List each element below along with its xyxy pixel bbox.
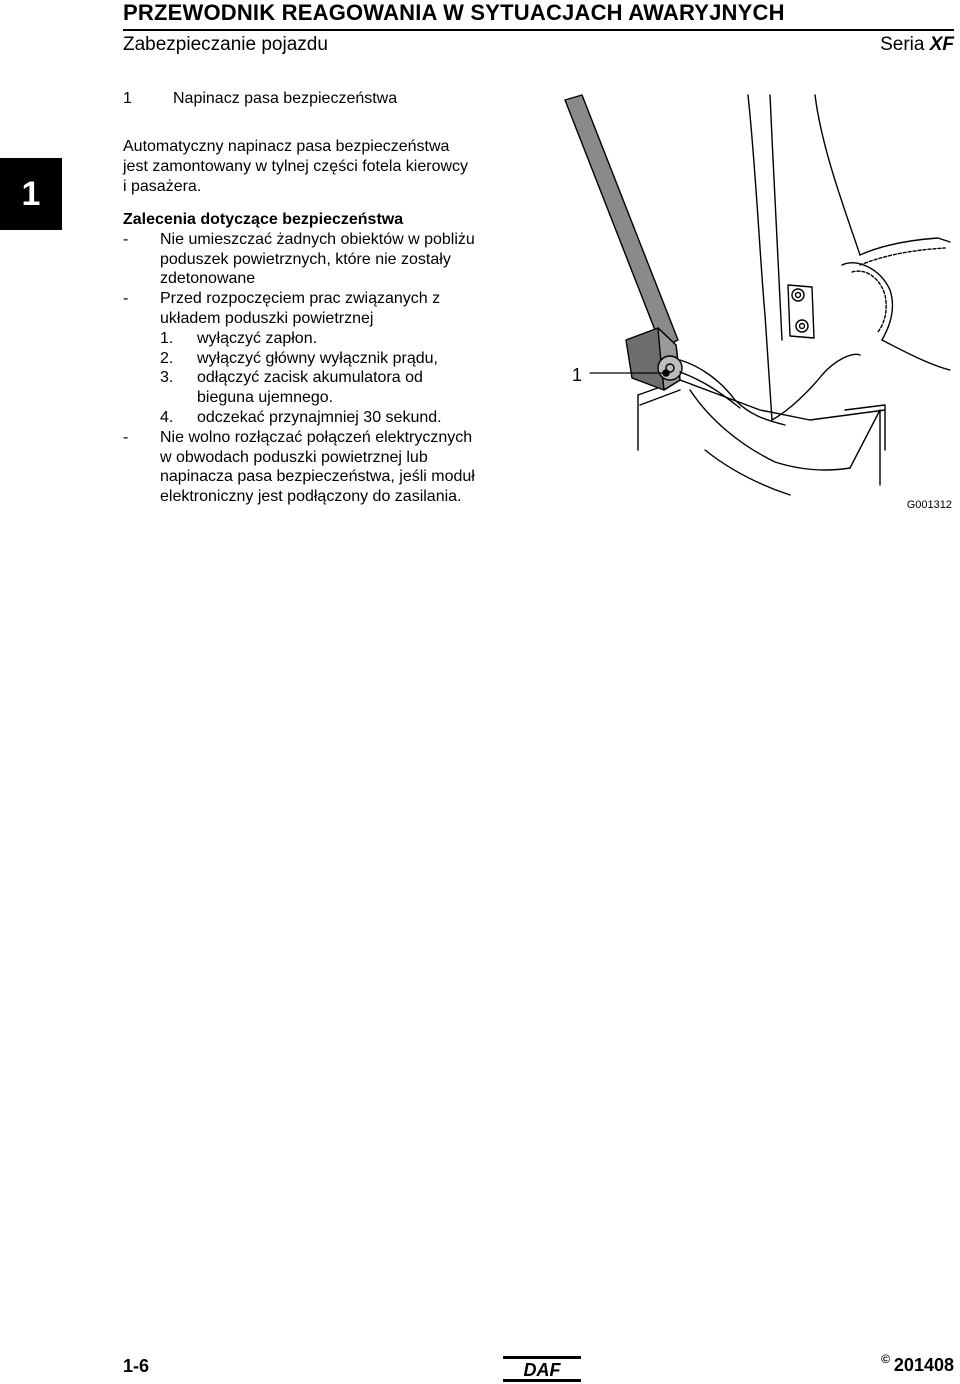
text-line: Przed rozpoczęciem prac związanych z — [160, 290, 441, 308]
text-line: Nie umieszczać żadnych obiektów w pobliżu — [160, 230, 475, 248]
safety-heading: Zalecenia dotyczące bezpieczeństwa — [123, 211, 404, 228]
bullet-dash: - — [123, 290, 129, 308]
seat-belt-strap — [565, 95, 678, 348]
seat-cushion-edge — [882, 340, 950, 370]
seat-base-foot — [705, 450, 790, 495]
procedure-step — [160, 368, 475, 408]
seat-belt-tensioner-illustration — [560, 90, 955, 510]
text-line: odłączyć zacisk akumulatora od — [197, 369, 423, 387]
intro-paragraph — [123, 137, 468, 196]
text-line: odczekać przynajmniej 30 sekund. — [197, 408, 442, 426]
safety-item — [123, 230, 475, 289]
procedure-step — [160, 349, 475, 369]
bullet-dash: - — [123, 230, 129, 248]
legend-number: 1 — [123, 90, 132, 107]
edition-number: 201408 — [893, 1355, 954, 1375]
seat-back-inner — [815, 95, 860, 255]
daf-logo — [503, 1356, 581, 1382]
procedure-step — [160, 329, 475, 349]
step-number: 4. — [160, 408, 174, 426]
text-line: zdetonowane — [160, 270, 256, 288]
intro-line: Automatyczny napinacz pasa bezpieczeństwa — [123, 138, 450, 155]
page-number: 1-6 — [123, 1356, 150, 1376]
section-subtitle: Zabezpieczanie pojazdu — [123, 34, 328, 55]
seat-base-frame — [638, 380, 885, 420]
bolt-icon — [792, 289, 804, 301]
legend-label: Napinacz pasa bezpieczeństwa — [173, 90, 398, 107]
seat-back-outline — [748, 95, 772, 420]
text-line: poduszek powietrznych, które nie zostały — [160, 250, 451, 268]
copyright-symbol: © — [881, 1352, 890, 1366]
safety-item — [123, 428, 475, 507]
edition-copyright — [881, 1352, 954, 1376]
text-line: w obwodach poduszki powietrznej lub — [160, 448, 428, 466]
intro-line: jest zamontowany w tylnej części fotela kierowcy — [123, 157, 469, 175]
procedure-step — [160, 408, 475, 428]
figure-code: G001312 — [906, 499, 952, 510]
header-rule — [123, 29, 954, 31]
safety-recommendations — [123, 210, 475, 507]
step-number: 3. — [160, 369, 174, 387]
callout-dot — [663, 370, 669, 376]
seat-bolster-stitch — [852, 271, 886, 332]
figure-legend — [123, 89, 397, 109]
bullet-dash: - — [123, 428, 129, 446]
chapter-tab: 1 — [0, 158, 62, 230]
step-number: 2. — [160, 349, 174, 367]
seat-base-rail — [690, 390, 850, 470]
text-line: Nie wolno rozłączać połączeń elektrycznych — [160, 428, 473, 446]
step-number: 1. — [160, 329, 174, 347]
bolt-icon — [796, 320, 808, 332]
bolt-icon — [800, 324, 805, 329]
series-label — [880, 34, 954, 56]
text-line: wyłączyć główny wyłącznik prądu, — [197, 349, 438, 367]
text-line: napinacza pasa bezpieczeństwa, jeśli moduł — [160, 468, 475, 486]
seat-bolster — [842, 263, 892, 340]
procedure-steps — [160, 329, 475, 428]
tensioner-spool — [658, 356, 682, 380]
seat-riser — [850, 410, 880, 485]
seat-back-edge — [770, 95, 782, 340]
text-line: układem poduszki powietrznej — [160, 309, 374, 327]
text-line: elektroniczny jest podłączony do zasilania. — [160, 488, 462, 506]
bolt-icon — [796, 293, 801, 298]
series-prefix: Seria — [880, 34, 925, 55]
document-title: PRZEWODNIK REAGOWANIA W SYTUACJACH AWARYJNYCH — [123, 0, 785, 25]
series-model: XF — [929, 34, 954, 55]
figure-callout-number: 1 — [572, 365, 583, 385]
text-line: bieguna ujemnego. — [197, 389, 334, 407]
tensioner-cable — [680, 372, 740, 408]
svg-text:DAF: DAF — [523, 1360, 561, 1380]
intro-line: i pasażera. — [123, 177, 202, 195]
text-line: wyłączyć zapłon. — [197, 329, 318, 347]
safety-item — [123, 289, 475, 329]
